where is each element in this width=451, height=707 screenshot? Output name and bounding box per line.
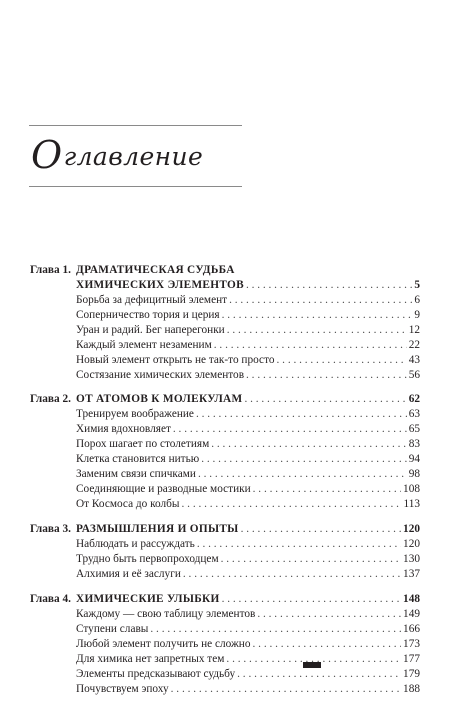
- dot-leader: [222, 308, 413, 323]
- entry-title: Порох шагает по столетиям: [76, 438, 210, 450]
- toc-entry[interactable]: [30, 497, 420, 512]
- entry-title: Каждый элемент незаменим: [76, 339, 212, 351]
- dot-leader: [221, 552, 401, 567]
- chapter-heading[interactable]: [30, 392, 420, 407]
- title-rest: главление: [63, 142, 204, 171]
- entry-title: Состязание химических элементов: [76, 369, 245, 381]
- entry-title: Новый элемент открыть не так-то просто: [76, 354, 275, 366]
- entry-page-number: 179: [403, 668, 420, 680]
- dot-leader: [201, 452, 407, 467]
- entry-page-number: 94: [408, 453, 420, 465]
- entry-page-number: 113: [403, 498, 420, 510]
- entry-title: Тренируем воображение: [76, 408, 194, 420]
- entry-page-number: 149: [403, 608, 420, 620]
- dot-leader: [182, 497, 402, 512]
- page-edge-marker: [303, 662, 321, 668]
- page-title: [31, 133, 203, 177]
- table-of-contents: [30, 263, 420, 707]
- chapter-label: Глава 2.: [30, 393, 71, 405]
- chapter-heading[interactable]: [30, 522, 420, 537]
- entry-page-number: 108: [403, 483, 420, 495]
- chapter-page-number: 148: [403, 593, 420, 605]
- dot-leader: [198, 467, 407, 482]
- toc-entry[interactable]: [30, 323, 420, 338]
- entry-title: Соперничество тория и церия: [76, 309, 220, 321]
- entry-title: Заменим связи спичками: [76, 468, 196, 480]
- chapter-label: Глава 1.: [30, 264, 71, 276]
- entry-title: Ступени славы: [76, 623, 149, 635]
- dot-leader: [222, 592, 401, 607]
- chapter-2: [30, 392, 420, 512]
- entry-title: Любой элемент получить не сложно: [76, 638, 251, 650]
- dot-leader: [171, 682, 401, 697]
- dot-leader: [227, 323, 407, 338]
- toc-entry[interactable]: [30, 368, 420, 383]
- toc-entry[interactable]: [30, 607, 420, 622]
- dot-leader: [253, 482, 401, 497]
- entry-page-number: 120: [403, 538, 420, 550]
- dot-leader: [246, 368, 407, 383]
- entry-title: Трудно быть первопроходцем: [76, 553, 219, 565]
- toc-entry[interactable]: [30, 552, 420, 567]
- toc-entry[interactable]: [30, 652, 420, 667]
- entry-page-number: 56: [408, 369, 420, 381]
- dot-leader: [196, 407, 407, 422]
- entry-page-number: 130: [403, 553, 420, 565]
- dot-leader: [257, 607, 401, 622]
- chapter-4: [30, 592, 420, 697]
- entry-title: Для химика нет запретных тем: [76, 653, 225, 665]
- chapter-page-number: 120: [403, 523, 420, 535]
- title-bottom-rule: [29, 186, 242, 187]
- toc-entry[interactable]: [30, 338, 420, 353]
- chapter-heading[interactable]: [30, 263, 420, 278]
- chapter-title: ХИМИЧЕСКИЕ УЛЫБКИ: [76, 593, 220, 605]
- chapter-page-number: 5: [414, 279, 420, 291]
- dot-leader: [277, 353, 407, 368]
- dot-leader: [241, 522, 401, 537]
- toc-entry[interactable]: [30, 308, 420, 323]
- entry-title: Элементы предсказывают судьбу: [76, 668, 236, 680]
- toc-entry[interactable]: [30, 467, 420, 482]
- chapter-3: [30, 522, 420, 582]
- entry-title: Каждому — свою таблицу элементов: [76, 608, 256, 620]
- entry-page-number: 6: [414, 294, 420, 306]
- entry-page-number: 188: [403, 683, 420, 695]
- entry-page-number: 173: [403, 638, 420, 650]
- entry-page-number: 166: [403, 623, 420, 635]
- entry-title: Почувствуем эпоху: [76, 683, 169, 695]
- entry-page-number: 9: [414, 309, 420, 321]
- entry-page-number: 12: [408, 324, 420, 336]
- chapter-label: Глава 4.: [30, 593, 71, 605]
- chapter-label: Глава 3.: [30, 523, 71, 535]
- dot-leader: [214, 338, 407, 353]
- toc-entry[interactable]: [30, 437, 420, 452]
- chapter-1: [30, 263, 420, 383]
- toc-entry[interactable]: [30, 482, 420, 497]
- chapter-heading[interactable]: [30, 592, 420, 607]
- dot-leader: [246, 278, 412, 293]
- entry-page-number: 22: [408, 339, 420, 351]
- entry-page-number: 177: [403, 653, 420, 665]
- dot-leader: [244, 392, 406, 407]
- toc-entry[interactable]: [30, 622, 420, 637]
- entry-page-number: 43: [408, 354, 420, 366]
- entry-page-number: 83: [408, 438, 420, 450]
- entry-page-number: 98: [408, 468, 420, 480]
- toc-entry[interactable]: [30, 567, 420, 582]
- dot-leader: [173, 422, 407, 437]
- entry-title: Соединяющие и разводные мостики: [76, 483, 251, 495]
- dot-leader: [150, 622, 401, 637]
- toc-entry[interactable]: [30, 422, 420, 437]
- dot-leader: [237, 667, 401, 682]
- title-top-rule: [29, 125, 242, 126]
- dot-leader: [183, 567, 401, 582]
- entry-title: Клетка становится нитью: [76, 453, 200, 465]
- entry-page-number: 137: [403, 568, 420, 580]
- entry-title: Борьба за дефицитный элемент: [76, 294, 228, 306]
- entry-title: Алхимия и её заслуги: [76, 568, 181, 580]
- chapter-heading-continued[interactable]: [30, 278, 420, 293]
- toc-entry[interactable]: [30, 667, 420, 682]
- chapter-title: ОТ АТОМОВ К МОЛЕКУЛАМ: [76, 393, 243, 405]
- entry-title: Наблюдать и рассуждать: [76, 538, 195, 550]
- dot-leader: [211, 437, 406, 452]
- chapter-title: РАЗМЫШЛЕНИЯ И ОПЫТЫ: [76, 523, 239, 535]
- entry-page-number: 63: [408, 408, 420, 420]
- toc-entry[interactable]: [30, 637, 420, 652]
- entry-title: От Космоса до колбы: [76, 498, 180, 510]
- toc-entry[interactable]: [30, 682, 420, 697]
- entry-title: Химия вдохновляет: [76, 423, 171, 435]
- toc-entry[interactable]: [30, 537, 420, 552]
- entry-page-number: 65: [408, 423, 420, 435]
- chapter-title-line2: ХИМИЧЕСКИХ ЭЛЕМЕНТОВ: [76, 279, 244, 291]
- chapter-page-number: 62: [408, 393, 420, 405]
- dot-leader: [197, 537, 401, 552]
- entry-title: Уран и радий. Бег наперегонки: [76, 324, 225, 336]
- dot-leader: [229, 293, 412, 308]
- dot-leader: [253, 637, 402, 652]
- chapter-title-line1: ДРАМАТИЧЕСКАЯ СУДЬБА: [76, 264, 235, 276]
- toc-entry[interactable]: [30, 407, 420, 422]
- title-initial-letter: О: [31, 133, 63, 177]
- toc-entry[interactable]: [30, 452, 420, 467]
- toc-entry[interactable]: [30, 353, 420, 368]
- toc-entry[interactable]: [30, 293, 420, 308]
